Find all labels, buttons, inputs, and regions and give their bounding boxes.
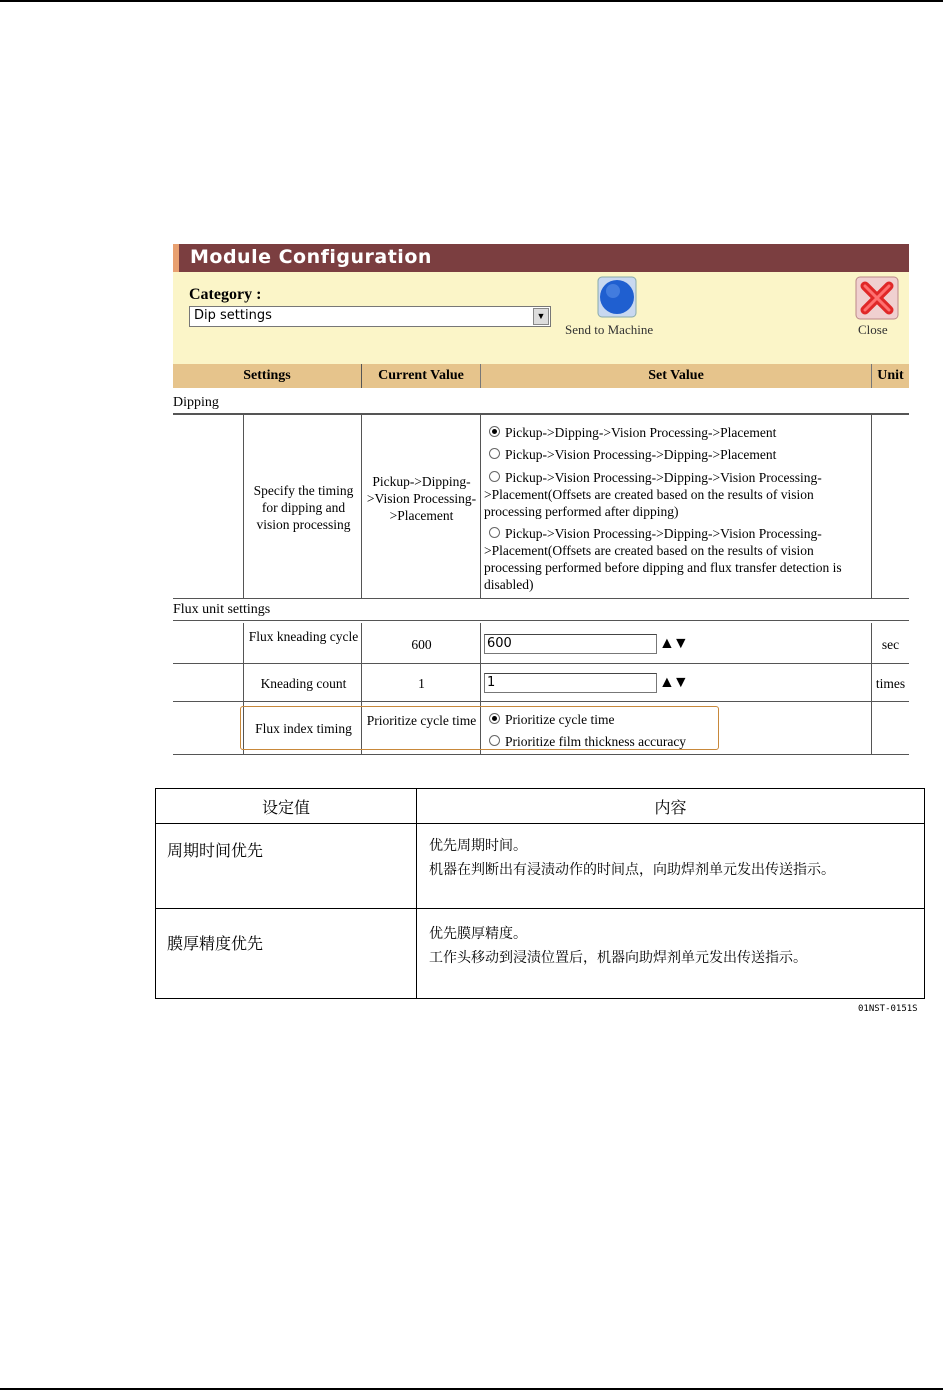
- col-divider: [361, 415, 362, 599]
- index-option-film-thickness[interactable]: Prioritize film thickness accuracy: [489, 733, 869, 750]
- kneading-count-setting-label: Kneading count: [260, 676, 347, 691]
- group-dipping: Dipping: [173, 392, 909, 414]
- category-selected-value: Dip settings: [194, 308, 272, 323]
- kneading-cycle-stepper[interactable]: [659, 635, 687, 653]
- info-header-value: 设定值: [156, 789, 417, 824]
- kneading-count-current-value: 1: [418, 676, 425, 691]
- radio-icon[interactable]: [489, 471, 500, 482]
- module-configuration-window: [173, 244, 909, 756]
- index-option-cycle-time[interactable]: Prioritize cycle time: [489, 711, 869, 728]
- arrow-up-icon[interactable]: ▲: [659, 635, 673, 652]
- header-current-value: Current Value: [362, 364, 481, 388]
- kneading-count-stepper[interactable]: [659, 674, 687, 692]
- radio-selected-icon[interactable]: [489, 426, 500, 437]
- category-select[interactable]: [189, 306, 551, 327]
- category-panel: [173, 272, 909, 364]
- send-to-machine-button[interactable]: [597, 276, 637, 318]
- top-rule: [0, 0, 943, 2]
- kneading-count-input[interactable]: 1: [484, 673, 657, 693]
- table-row: [156, 824, 925, 909]
- row-divider: [173, 663, 909, 664]
- kneading-cycle-unit: sec: [881, 637, 900, 652]
- figure-id: 01NST-0151S: [858, 1004, 918, 1014]
- col-divider: [480, 415, 481, 599]
- arrow-up-icon[interactable]: ▲: [659, 674, 673, 691]
- info-value-cycle-time: 周期时间优先: [156, 824, 417, 909]
- kneading-cycle-current-value: 600: [411, 637, 432, 652]
- dip-option-2[interactable]: Pickup->Vision Processing->Dipping->Placement: [489, 446, 869, 463]
- dip-option-4[interactable]: Pickup->Vision Processing->Dipping->Vision Processing->Placement(Offsets are created based on the results of vision processing performed before dipping and flux transfer detection is disabled): [484, 526, 842, 592]
- col-divider: [871, 415, 872, 599]
- flux-index-timing-highlight: [240, 706, 719, 750]
- index-timing-setting-label: Flux index timing: [255, 721, 352, 736]
- window-title: Module Configuration: [190, 246, 432, 268]
- kneading-cycle-input[interactable]: 600: [484, 634, 657, 654]
- dipping-setting-label: Specify the timing for dipping and vision processing: [253, 483, 354, 532]
- header-set-value: Set Value: [481, 364, 872, 388]
- kneading-cycle-setting-label: Flux kneading cycle: [248, 629, 359, 644]
- window-titlebar: [173, 244, 909, 272]
- info-desc-film-thickness: 优先膜厚精度。 工作头移动到浸渍位置后，机器向助焊剂单元发出传送指示。: [417, 909, 925, 999]
- row-divider: [173, 701, 909, 702]
- kneading-count-unit: times: [875, 676, 906, 691]
- info-value-film-thickness: 膜厚精度优先: [156, 909, 417, 999]
- dip-option-3[interactable]: Pickup->Vision Processing->Dipping->Vision Processing->Placement(Offsets are created based on the results of vision processing performed after dipping): [484, 470, 822, 519]
- row-divider: [173, 754, 909, 755]
- header-settings: Settings: [173, 364, 362, 388]
- chevron-down-icon[interactable]: ▼: [533, 308, 549, 325]
- header-unit: Unit: [872, 364, 909, 388]
- setting-description-table: [155, 788, 925, 999]
- table-row: [156, 909, 925, 999]
- info-header-content: 内容: [417, 789, 925, 824]
- dip-option-1[interactable]: Pickup->Dipping->Vision Processing->Placement: [489, 424, 869, 441]
- close-button[interactable]: [855, 276, 899, 320]
- col-divider: [243, 415, 244, 599]
- arrow-down-icon[interactable]: ▼: [672, 674, 687, 691]
- dipping-current-value: Pickup->Dipping->Vision Processing->Placement: [366, 474, 477, 523]
- info-desc-cycle-time: 优先周期时间。 机器在判断出有浸渍动作的时间点，向助焊剂单元发出传送指示。: [417, 824, 925, 909]
- radio-icon[interactable]: [489, 448, 500, 459]
- index-timing-current-value: Prioritize cycle time: [366, 713, 477, 728]
- category-label: Category :: [189, 286, 262, 303]
- group-flux-unit-settings: Flux unit settings: [173, 599, 909, 621]
- close-label[interactable]: Close: [858, 322, 888, 337]
- row-divider: [173, 414, 909, 415]
- send-to-machine-label[interactable]: Send to Machine: [565, 322, 654, 337]
- bottom-rule: [0, 1388, 943, 1390]
- radio-icon[interactable]: [489, 527, 500, 538]
- col-divider: [871, 623, 872, 755]
- arrow-down-icon[interactable]: ▼: [672, 635, 687, 652]
- col-divider: [361, 364, 362, 388]
